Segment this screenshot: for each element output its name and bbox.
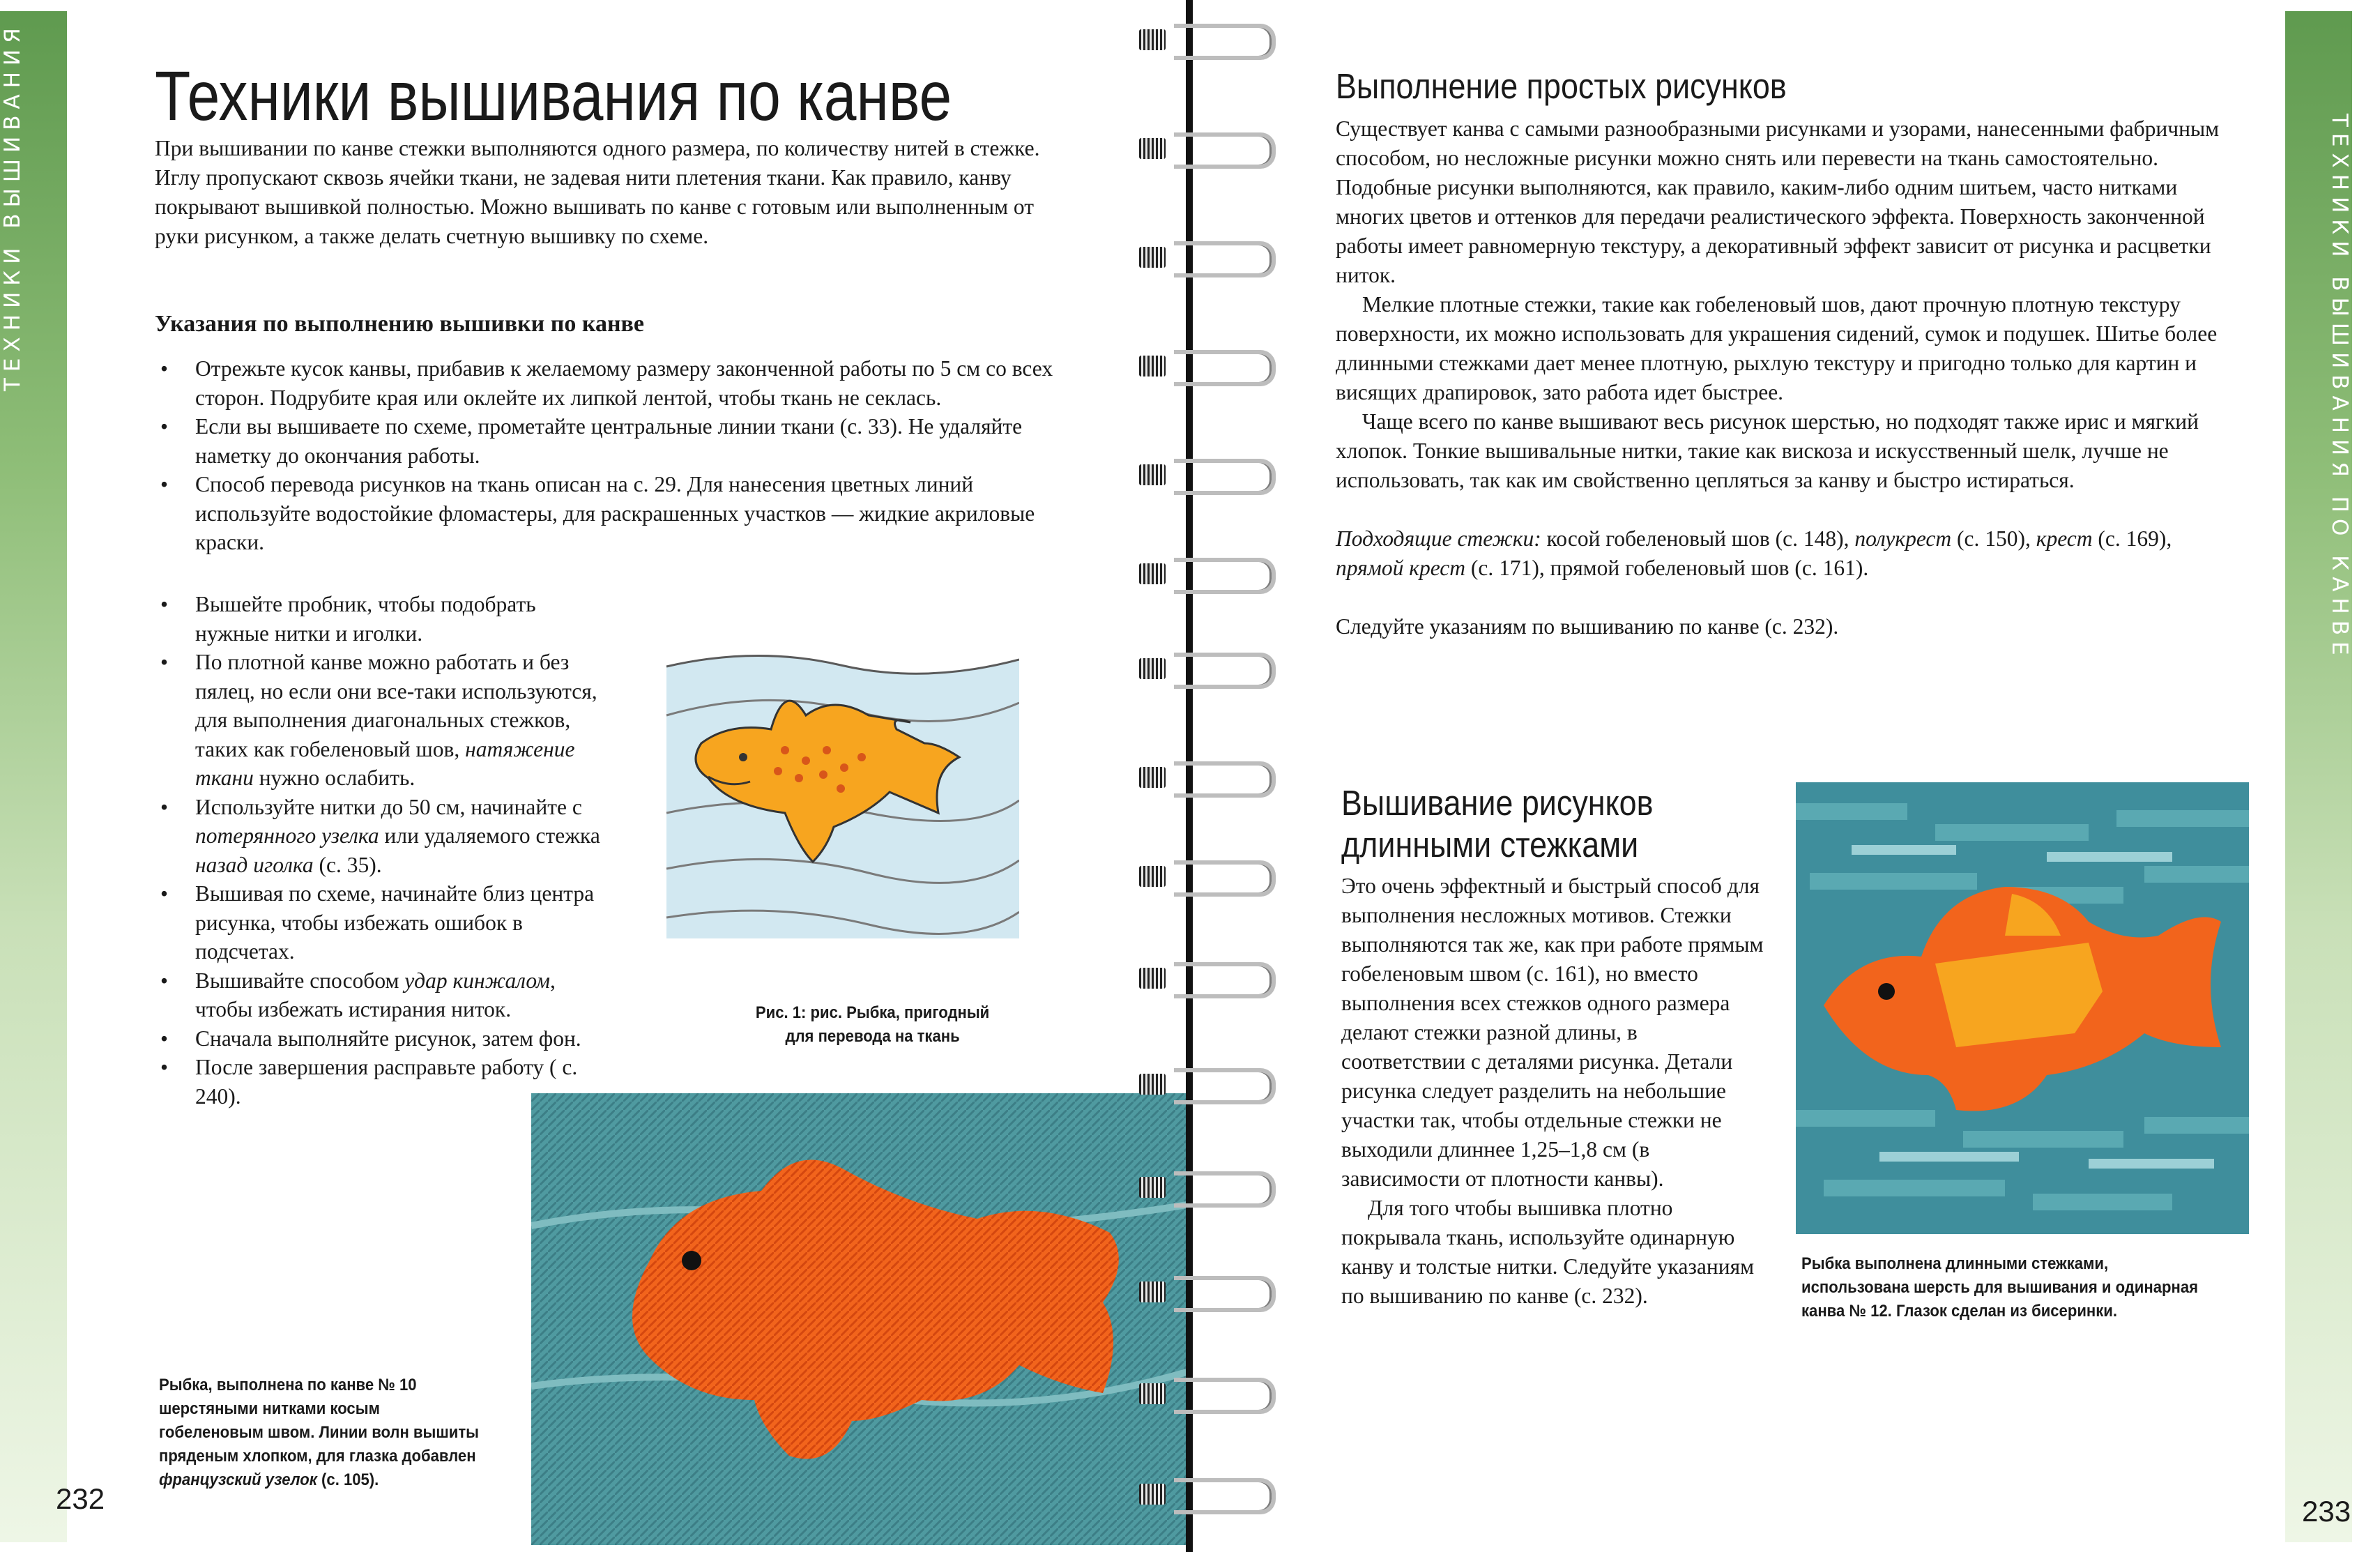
page-number-left: 232 xyxy=(56,1482,105,1515)
section-body xyxy=(1336,114,2221,641)
spiral-ring xyxy=(1125,1276,1274,1309)
subheading: Указания по выполнению вышивки по канве xyxy=(155,311,644,337)
spiral-ring xyxy=(1125,1171,1274,1205)
list-item: • По плотной канве можно работать и без пялец, но если они все-таки используются, для выполнения диагональных стежков, таких как гобеленовый шов, натяжение ткани нужно ослабить. xyxy=(155,648,601,793)
term-emphasis: натяжение ткани xyxy=(195,736,575,790)
spiral-ring xyxy=(1125,1478,1274,1512)
fish-drawing-image xyxy=(659,639,1019,945)
instructions-list-wide xyxy=(155,354,1054,557)
list-item: • Вышивая по схеме, начинайте близ центра рисунка, чтобы избежать ошибок в подсчетах. xyxy=(155,879,601,966)
page-number-right: 233 xyxy=(2302,1495,2351,1528)
needlepoint-fish-photo xyxy=(531,1093,1187,1545)
list-item: • Вышейте пробник, чтобы подобрать нужные нитки и иголки. xyxy=(155,590,601,648)
section-tab-label: ТЕХНИКИ ВЫШИВАНИЯ ПО КАНВЕ xyxy=(2327,114,2352,662)
photo2-caption: Рыбка выполнена длинными стежками, использована шерсть для вышивания и одинарная канва № 12. Глазок сделан из бисеринки. xyxy=(1801,1254,2198,1321)
list-item: • Используйте нитки до 50 см, начинайте с потерянного узелка или удаляемого стежка назад иголка (с. 35). xyxy=(155,793,601,880)
spiral-ring xyxy=(1125,653,1274,686)
long-stitch-fish-photo xyxy=(1796,782,2249,1234)
long-stitch-fish-image xyxy=(1796,782,2249,1234)
section-tab-label: ТЕХНИКИ ВЫШИВАНИЯ xyxy=(0,22,25,391)
list-item: • Вышивайте способом удар кинжалом, чтобы избежать истирания ниток. xyxy=(155,966,601,1024)
term-emphasis: удар кинжалом xyxy=(404,968,551,993)
spiral-ring xyxy=(1125,962,1274,996)
paragraph: Существует канва с самыми разнообразными рисунками и узорами, нанесенными фабричным способом, но несложные рисунки можно снять или перевести на ткань самостоятельно. Подобные рисунки выполняются, как правило, каким-либо одним шитьем, часто нитками многих цветов и оттенков для передачи реалистического эффекта. Поверхность законченной работы имеет равномерную текстуру, а декоративный эффект зависит от рисунка и расцветки ниток. xyxy=(1336,116,2220,287)
intro-paragraph xyxy=(155,134,1054,251)
spiral-ring xyxy=(1125,241,1274,275)
term-emphasis: назад иголка xyxy=(195,852,314,877)
spiral-ring xyxy=(1125,558,1274,591)
page-title: Техники вышивания по канве xyxy=(155,57,952,135)
section-body-2 xyxy=(1341,872,1767,1311)
spiral-ring xyxy=(1125,350,1274,383)
paragraph: Мелкие плотные стежки, такие как гобеленовый шов, дают прочную плотную текстуру поверхности, их можно использовать для украшения сидений, сумок и подушек. Шитье более длинными стежками дает менее плотную, рыхлую текстуру и пригодно только для картин и висящих драпировок, зато работа идет быстрее. xyxy=(1336,292,2218,404)
list-item: • Сначала выполняйте рисунок, затем фон. xyxy=(155,1024,601,1053)
photo1-caption: Рыбка, выполнена по канве № 10 шерстяными нитками косым гобеленовым швом. Линии волн вышиты пряденым хлопком, для глазка добавлен французский узелок (с. 105). xyxy=(159,1376,480,1489)
term-emphasis: французский узелок xyxy=(159,1470,317,1489)
section-tab-right xyxy=(2285,11,2352,1542)
spiral-ring xyxy=(1125,24,1274,57)
spiral-ring xyxy=(1125,1068,1274,1102)
paragraph: Чаще всего по канве вышивают весь рисунок шерстью, но подходят также ирис и мягкий хлопок. Тонкие вышивальные нитки, такие как вискоза и искусственный шелк, лучше не использовать, так как им свойственно цепляться за канву и быстро истираться. xyxy=(1336,409,2199,492)
needlepoint-fish-image xyxy=(531,1093,1187,1545)
spiral-ring xyxy=(1125,459,1274,492)
fish-drawing-figure xyxy=(659,639,1019,945)
section-tab-left xyxy=(0,11,67,1542)
figure1-caption: Рис. 1: рис. Рыбка, пригодный для перевода на ткань xyxy=(755,1003,990,1046)
list-item: • После завершения расправьте работу ( с. 240). xyxy=(155,1053,601,1111)
term-emphasis: потерянного узелка xyxy=(195,823,379,848)
paragraph: Для того чтобы вышивка плотно покрывала ткань, используйте одинарную канву и толстые нитки. Следуйте указаниям по вышиванию по канве (с. 232). xyxy=(1341,1196,1755,1308)
list-item: • Если вы вышиваете по схеме, прометайте центральные линии ткани (с. 33). Не удаляйте наметку до окончания работы. xyxy=(155,412,1054,470)
list-item: • Способ перевода рисунков на ткань описан на с. 29. Для нанесения цветных линий используйте водостойкие фломастеры, для раскрашенных участков — жидкие акриловые краски. xyxy=(155,470,1054,557)
spiral-ring xyxy=(1125,860,1274,894)
section-heading: Выполнение простых рисунков xyxy=(1336,66,1787,106)
section-heading: Вышивание рисунков длинными стежками xyxy=(1341,783,1654,865)
spiral-ring xyxy=(1125,132,1274,166)
paragraph: Это очень эффектный и быстрый способ для выполнения несложных мотивов. Стежки выполняются так же, как при работе прямым гобеленовым швом (с. 161), но вместо выполнения всех стежков одного размера делают стежки разной длины, в соответствии с деталями рисунка. Детали рисунка следует разделить на небольшие участки так, чтобы отдельные стежки не выходили длиннее 1,25–1,8 см (в зависимости от плотности канвы). xyxy=(1341,874,1764,1191)
follow-instructions: Следуйте указаниям по вышиванию по канве (с. 232). xyxy=(1336,614,1839,639)
instructions-list-narrow xyxy=(155,590,601,1111)
spiral-ring xyxy=(1125,1378,1274,1411)
spiral-ring xyxy=(1125,761,1274,795)
list-item: • Отрежьте кусок канвы, прибавив к желаемому размеру законченной работы по 5 см со всех сторон. Подрубите края или оклейте их липкой лентой, чтобы ткань не секлась. xyxy=(155,354,1054,412)
suitable-stitches: Подходящие стежки: косой гобеленовый шов (с. 148), полукрест (с. 150), крест (с. 169), прямой крест (с. 171), прямой гобеленовый шов (с. 161). xyxy=(1336,526,2172,580)
intro-text: При вышивании по канве стежки выполняются одного размера, по количеству нитей в стежке. Иглу пропускают сквозь ячейки ткани, не задевая нити плетения ткани. Как правило, канву покрывают вышивкой полностью. Можно вышивать по канве с готовым или выполненным от руки рисунком, а также делать счетную вышивку по схеме. xyxy=(155,136,1040,248)
